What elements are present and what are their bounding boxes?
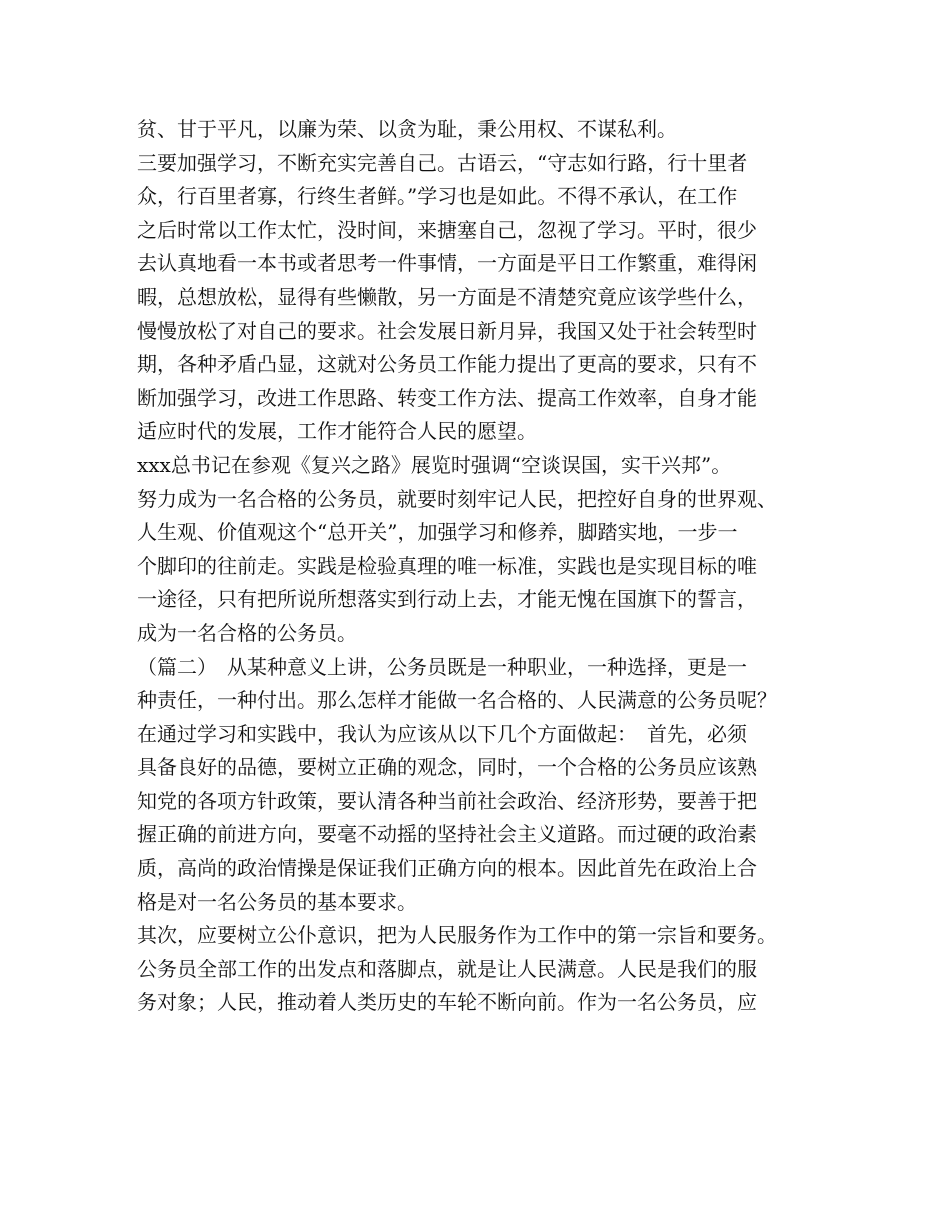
text-line: 暇，总想放松，显得有些懒散，另一方面是不清楚究竟应该学些什么， [137,284,757,309]
section-heading-line: （篇二） 从某种意义上讲，公务员既是一种职业，一种选择，更是一 [137,654,747,679]
text-line: 人生观、价值观这个“总开关”，加强学习和修养，脚踏实地，一步一 [137,520,738,545]
text-line: 公务员全部工作的出发点和落脚点，就是让人民满意。人民是我们的服 [137,956,757,981]
text-line: 其次，应要树立公仆意识，把为人民服务作为工作中的第一宗旨和要务。 [137,923,777,948]
text-line: 成为一名合格的公务员。 [137,620,357,645]
text-line: 在通过学习和实践中，我认为应该从以下几个方面做起： 首先，必须 [137,721,747,746]
text-line: 断加强学习，改进工作思路、转变工作方法、提高工作效率，自身才能 [137,385,757,410]
text-line: 质，高尚的政治情操是保证我们正确方向的根本。因此首先在政治上合 [137,856,757,881]
text-line: 慢慢放松了对自己的要求。社会发展日新月异，我国又处于社会转型时 [137,318,757,343]
text-line: 众，行百里者寡，行终生者鲜。”学习也是如此。不得不承认，在工作 [137,184,738,209]
text-line: xxx总书记在参观《复兴之路》展览时强调“空谈误国，实干兴邦”。 [137,452,732,477]
text-line: 期，各种矛盾凸显，这就对公务员工作能力提出了更高的要求，只有不 [137,352,757,377]
text-line: 一途径，只有把所说所想落实到行动上去，才能无愧在国旗下的誓言， [137,587,757,612]
text-line: 知党的各项方针政策，要认清各种当前社会政治、经济形势，要善于把 [137,788,757,813]
text-line: 之后时常以工作太忙，没时间，来搪塞自己，忽视了学习。平时，很少 [137,217,757,242]
text-line: 握正确的前进方向，要毫不动摇的坚持社会主义道路。而过硬的政治素 [137,822,757,847]
text-line: 适应时代的发展，工作才能符合人民的愿望。 [137,419,537,444]
text-line: 去认真地看一本书或者思考一件事情，一方面是平日工作繁重，难得闲 [137,251,757,276]
text-line: 务对象；人民，推动着人类历史的车轮不断向前。作为一名公务员，应 [137,990,757,1015]
body-text [137,113,827,1020]
text-line: 格是对一名公务员的基本要求。 [137,889,417,914]
text-line: 个脚印的往前走。实践是检验真理的唯一标准，实践也是实现目标的唯 [137,553,757,578]
text-line: 贫、甘于平凡，以廉为荣、以贪为耻，秉公用权、不谋私利。 [137,117,677,141]
text-line: 具备良好的品德，要树立正确的观念，同时，一个合格的公务员应该熟 [137,755,757,780]
text-line: 努力成为一名合格的公务员，就要时刻牢记人民，把控好自身的世界观、 [137,486,777,511]
text-line: 三要加强学习，不断充实完善自己。古语云，“守志如行路，行十里者 [137,150,748,175]
text-line: 种责任，一种付出。那么怎样才能做一名合格的、人民满意的公务员呢？ [137,688,777,713]
